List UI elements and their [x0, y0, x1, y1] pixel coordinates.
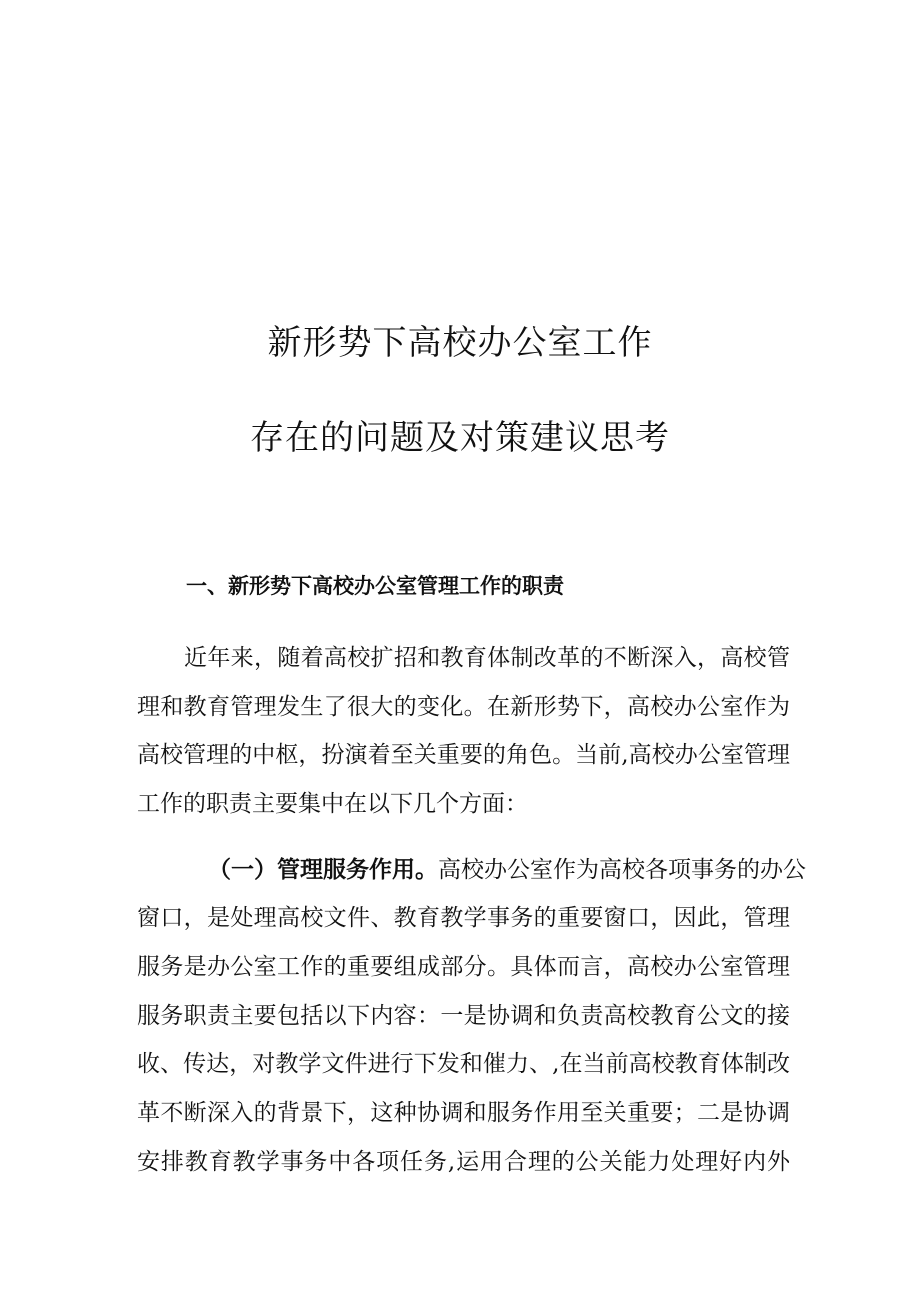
- paragraph-2-line-3: 服务是办公室工作的重要组成部分。具体而言，高校办公室管理: [137, 954, 790, 980]
- paragraph-1-line-2: 理和教育管理发生了很大的变化。在新形势下，高校办公室作为: [137, 694, 790, 720]
- paragraph-2-line-7: 安排教育教学事务中各项任务,运用合理的公关能力处理好内外: [137, 1149, 790, 1175]
- paragraph-2-line-6: 革不断深入的背景下，这种协调和服务作用至关重要；二是协调: [137, 1100, 790, 1126]
- section-heading: 一、新形势下高校办公室管理工作的职责: [186, 574, 564, 598]
- title-line-2: 存在的问题及对策建议思考: [250, 418, 670, 458]
- paragraph-2-lead: （一）管理服务作用。: [208, 857, 438, 883]
- title-line-1: 新形势下高校办公室工作: [267, 323, 653, 363]
- paragraph-2-line-1: [208, 853, 806, 887]
- paragraph-2-line-2: 窗口，是处理高校文件、教育教学事务的重要窗口，因此，管理: [137, 905, 790, 931]
- paragraph-2-line-4: 服务职责主要包括以下内容：一是协调和负责高校教育公文的接: [137, 1003, 790, 1029]
- paragraph-1-line-3: 高校管理的中枢，扮演着至关重要的角色。当前,高校办公室管理: [137, 742, 790, 768]
- paragraph-2-line-5: 收、传达，对教学文件进行下发和催力、,在当前高校教育体制改: [137, 1051, 790, 1077]
- paragraph-1-line-1: 近年来，随着高校扩招和教育体制改革的不断深入，高校管: [184, 645, 790, 671]
- paragraph-2-first-rest: 高校办公室作为高校各项事务的办公: [438, 857, 806, 883]
- paragraph-1-line-4: 工作的职责主要集中在以下几个方面：: [137, 791, 528, 817]
